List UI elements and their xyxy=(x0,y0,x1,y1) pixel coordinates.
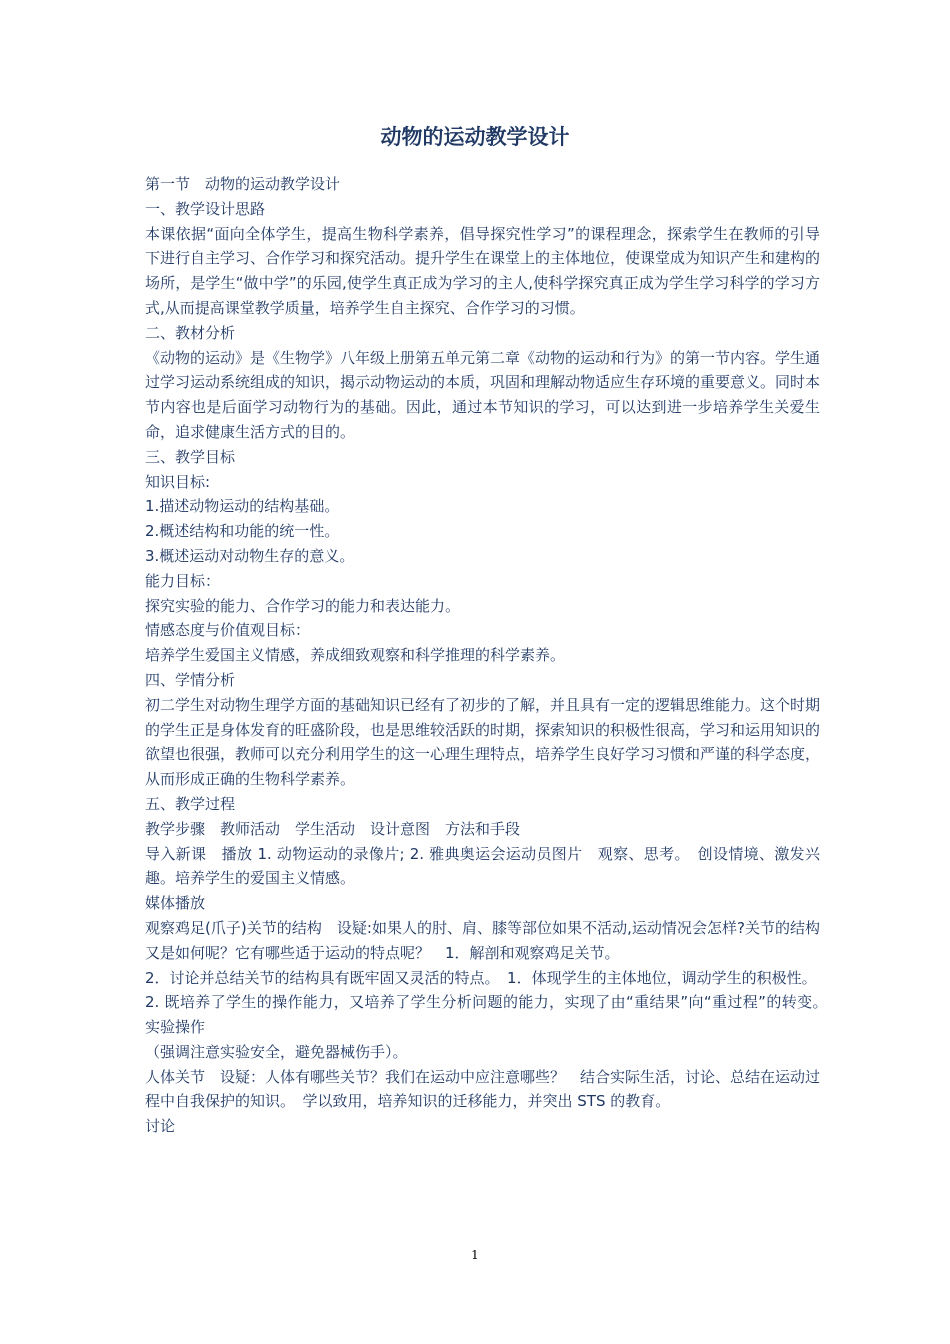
list-item: 3.概述运动对动物生存的意义。 xyxy=(145,546,355,565)
section-heading: 五、教学过程 xyxy=(145,794,236,813)
page-number: 1 xyxy=(471,1248,479,1262)
paragraph: （强调注意实验安全，避免器械伤手）。 xyxy=(145,1042,408,1061)
section-heading: 四、学情分析 xyxy=(145,670,236,689)
document-body xyxy=(145,172,836,1139)
document-title: 动物的运动教学设计 xyxy=(380,125,570,149)
paragraph: 知识目标: xyxy=(145,472,211,491)
list-item: 1.描述动物运动的结构基础。 xyxy=(145,497,340,516)
section-heading: 二、教材分析 xyxy=(145,323,236,342)
paragraph: 教学步骤 教师活动 学生活动 设计意图 方法和手段 xyxy=(145,819,521,838)
list-item: 2.概述结构和功能的统一性。 xyxy=(145,522,340,541)
paragraph: 人体关节 设疑：人体有哪些关节？我们在运动中应注意哪些？ 结合实际生活，讨论、总结在运动过程中自我保护的知识。 学以致用，培养知识的迁移能力，并突出 STS 的教育。 xyxy=(145,1067,821,1111)
paragraph: 2. 既培养了学生的操作能力，又培养了学生分析问题的能力，实现了由“重结果”向“重过程”的转变。 实验操作 xyxy=(145,993,836,1037)
paragraph: 讨论 xyxy=(145,1117,176,1136)
section-heading: 三、教学目标 xyxy=(145,447,236,466)
paragraph: 培养学生爱国主义情感，养成细致观察和科学推理的科学素养。 xyxy=(145,646,566,665)
paragraph: 导入新课 播放 1. 动物运动的录像片; 2. 雅典奥运会运动员图片 观察、思考。 创设情境、激发兴趣。培养学生的爱国主义情感。 xyxy=(145,844,820,888)
paragraph: 媒体播放 xyxy=(145,894,206,913)
paragraph: 初二学生对动物生理学方面的基础知识已经有了初步的了解，并且具有一定的逻辑思维能力。这个时期的学生正是身体发育的旺盛阶段，也是思维较活跃的时期，探索知识的积极性很高，学习和运用知识的欲望也很强，教师可以充分利用学生的这一心理生理特点，培养学生良好学习习惯和严谨的科学态度，从而形成正确的生物科学素养。 xyxy=(145,695,821,789)
paragraph: 探究实验的能力、合作学习的能力和表达能力。 xyxy=(145,596,461,615)
section-heading: 一、教学设计思路 xyxy=(145,199,266,218)
paragraph: 情感态度与价值观目标： xyxy=(145,621,311,640)
paragraph: 观察鸡足(爪子)关节的结构 设疑:如果人的肘、肩、膝等部位如果不活动,运动情况会怎样?关节的结构又是如何呢？它有哪些适于运动的特点呢？ 1．解剖和观察鸡足关节。 xyxy=(145,918,820,962)
paragraph: 第一节 动物的运动教学设计 xyxy=(145,175,341,193)
paragraph: 本课依据“面向全体学生，提高生物科学素养，倡导探究性学习”的课程理念，探索学生在教师的引导下进行自主学习、合作学习和探究活动。提升学生在课堂上的主体地位，使课堂成为知识产生和建构的场所，是学生“做中学”的乐园,使学生真正成为学习的主人,使科学探究真正成为学生学习科学的学习方式,从而提高课堂教学质量，培养学生自主探究、合作学习的习惯。 xyxy=(145,224,821,317)
paragraph: 2．讨论并总结关节的结构具有既牢固又灵活的特点。 1．体现学生的主体地位，调动学生的积极性。 xyxy=(145,968,817,987)
paragraph: 能力目标： xyxy=(145,571,221,590)
paragraph: 《动物的运动》是《生物学》八年级上册第五单元第二章《动物的运动和行为》的第一节内容。学生通过学习运动系统组成的知识，揭示动物运动的本质，巩固和理解动物适应生存环境的重要意义。同时本节内容也是后面学习动物行为的基础。因此，通过本节知识的学习，可以达到进一步培养学生关爱生命，追求健康生活方式的目的。 xyxy=(145,348,821,441)
